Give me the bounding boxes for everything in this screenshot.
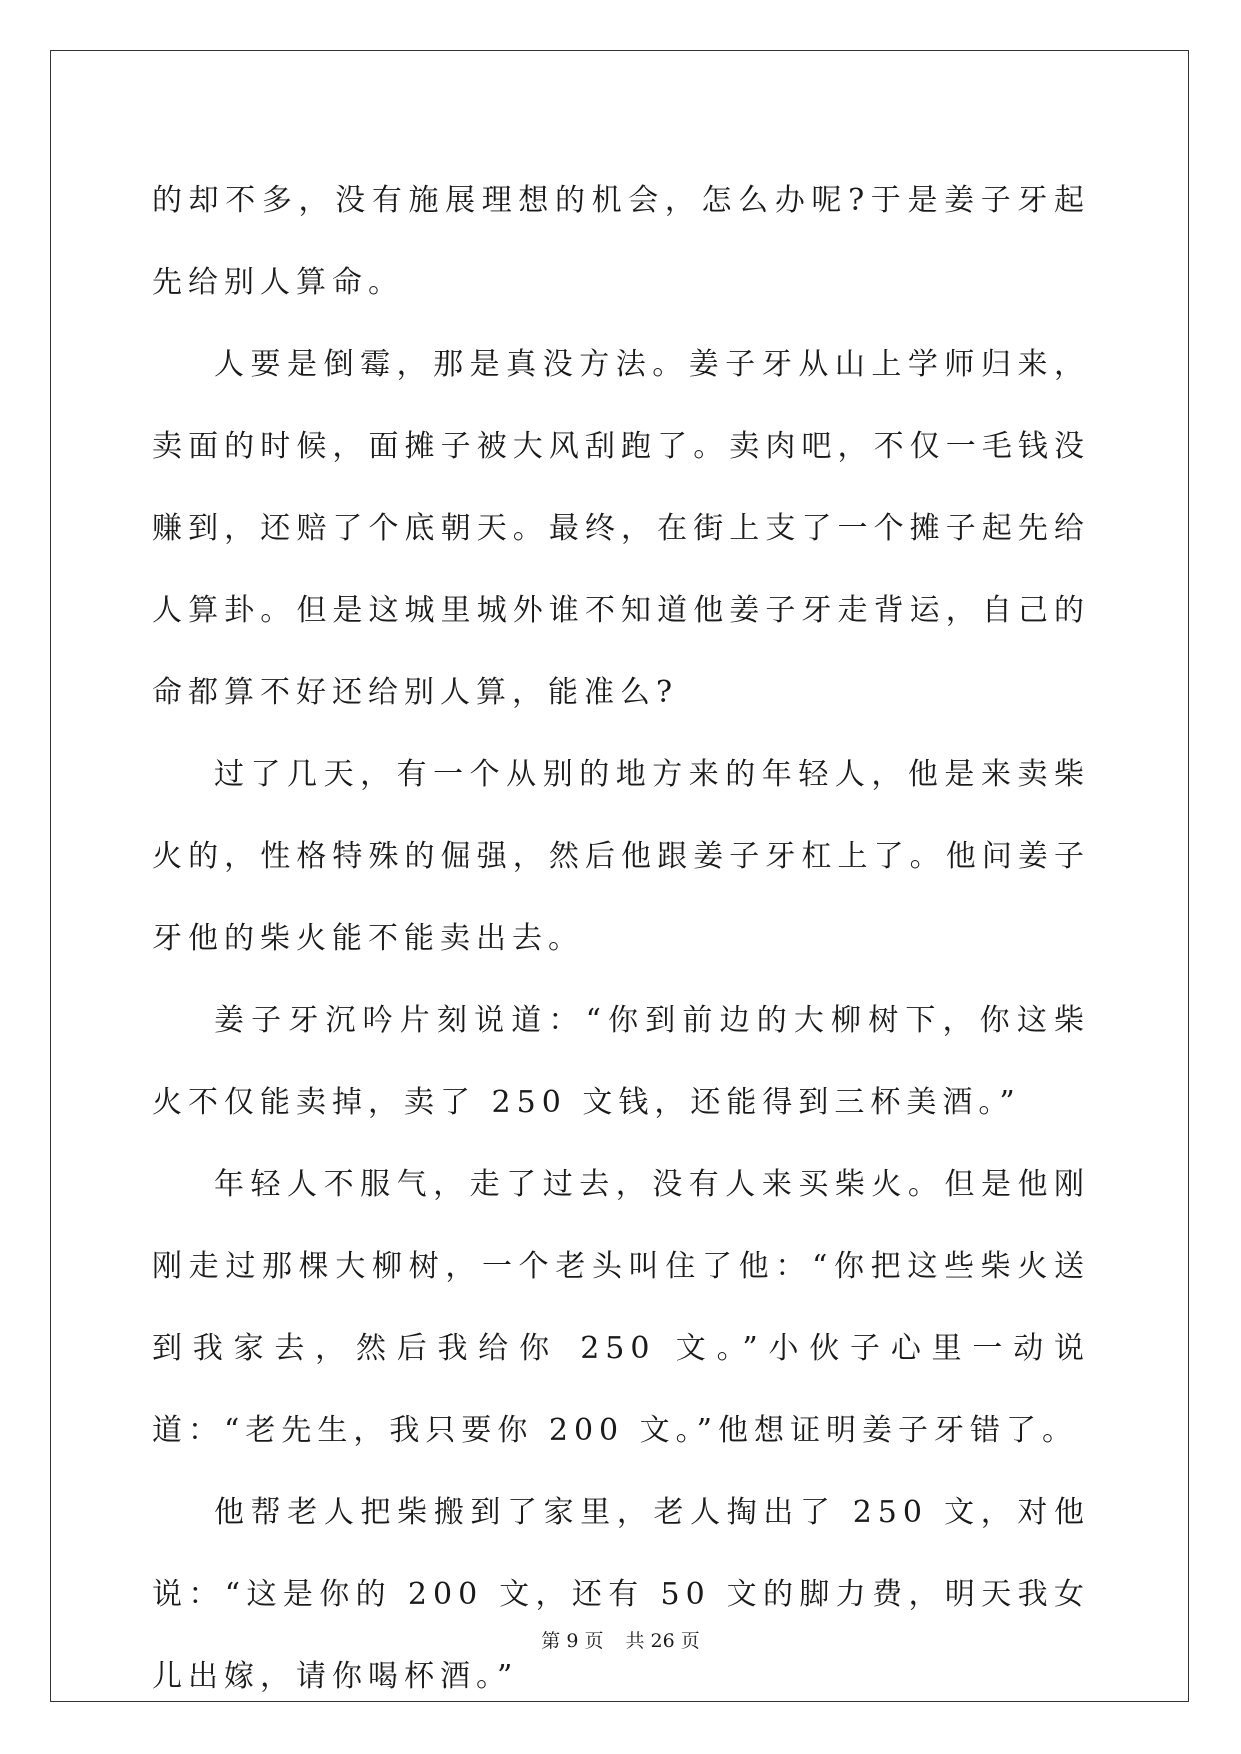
page-total: 共 26 页 <box>625 1630 700 1652</box>
paragraph: 过了几天，有一个从别的地方来的年轻人，他是来卖柴火的，性格特殊的倔强，然后他跟姜子牙杠上了。他问姜子牙他的柴火能不能卖出去。 <box>152 757 1090 956</box>
paragraph-continued: 的却不多，没有施展理想的机会，怎么办呢?于是姜子牙起先给别人算命。 <box>152 183 1090 300</box>
page-number: 第 9 页 <box>541 1630 604 1652</box>
paragraph: 年轻人不服气，走了过去，没有人来买柴火。但是他刚刚走过那棵大柳树，一个老头叫住了他：“你把这些柴火送到我家去，然后我给你 250 文。”小伙子心里一动说道：“老先生，我只要你 200 文。”他想证明姜子牙错了。 <box>152 1167 1090 1448</box>
paragraph: 姜子牙沉吟片刻说道：“你到前边的大柳树下，你这柴火不仅能卖掉，卖了 250 文钱，还能得到三杯美酒。” <box>152 1003 1090 1120</box>
paragraph: 人要是倒霉，那是真没方法。姜子牙从山上学师归来，卖面的时候，面摊子被大风刮跑了。卖肉吧，不仅一毛钱没赚到，还赔了个底朝天。最终，在街上支了一个摊子起先给人算卦。但是这城里城外谁不知道他姜子牙走背运，自己的命都算不好还给别人算，能准么? <box>152 347 1090 710</box>
paragraph: 他帮老人把柴搬到了家里，老人掏出了 250 文，对他说：“这是你的 200 文，还有 50 文的脚力费，明天我女儿出嫁，请你喝杯酒。” <box>152 1495 1090 1694</box>
document-body <box>152 160 1090 1718</box>
page-footer <box>0 1626 1241 1653</box>
